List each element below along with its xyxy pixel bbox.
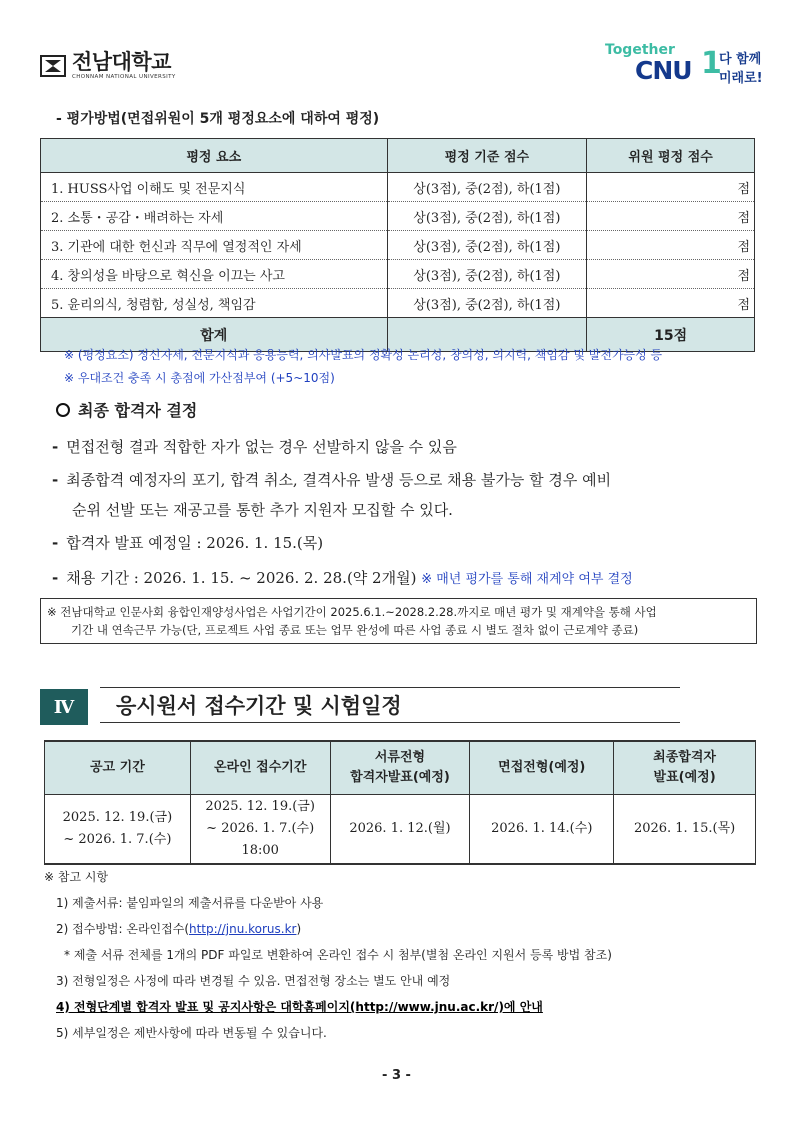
sched-header-text: 최종합격자 [653,750,716,765]
sched-header [190,741,330,795]
ref-item-5: 5) 세부일정은 제반사항에 따라 변동될 수 있습니다. [56,1026,327,1040]
sched-header [330,741,470,795]
section-title: 응시원서 접수기간 및 시험일정 [116,694,402,718]
schedule-table [44,740,756,865]
dash-bullet: - [52,569,59,587]
application-link[interactable]: http://jnu.korus.kr [189,922,297,936]
brand-cnu: CNU [635,56,692,85]
eval-item: 4. 창의성을 바탕으로 혁신을 이끄는 사고 [41,260,388,289]
sched-header [470,741,614,795]
table-row [41,260,755,289]
sched-header-text-2: 발표(예정) [653,770,716,785]
final-decision-heading [56,398,197,421]
sched-header-text: 면접전형(예정) [498,760,586,775]
eval-score: 점 [587,202,755,231]
eval-criteria: 상(3점), 중(2점), 하(1점) [387,289,587,318]
announcement-date: 합격자 발표 예정일 : 2026. 1. 15.(목) [66,534,324,552]
table-row [41,289,755,318]
ref-item-3: 3) 전형일정은 사정에 따라 변경될 수 있음. 면접전형 장소는 별도 안내 예정 [56,974,451,988]
eval-score: 점 [587,231,755,260]
col-header-score: 위원 평정 점수 [587,139,755,173]
reference-notes [44,864,612,1046]
sched-cell: 2026. 1. 14.(수) [470,795,614,865]
employment-period: 채용 기간 : 2026. 1. 15. ~ 2026. 2. 28.(약 2개월) [66,569,417,587]
eval-item: 1. HUSS사업 이해도 및 전문지식 [41,173,388,202]
sched-cell-text: 2025. 12. 19.(금) [62,810,173,825]
sched-header-text-2: 합격자발표(예정) [350,770,450,785]
university-logo [40,52,176,81]
box-note-line1: ※ 전남대학교 인문사회 융합인재양성사업은 사업기간이 2025.6.1.~2028.2.28.까지로 매년 평가 및 재계약을 통해 사업 [47,605,657,619]
evaluation-table [40,138,755,352]
col-header-criteria: 평정 기준 점수 [387,139,587,173]
ref-item-1: 1) 제출서류: 붙임파일의 제출서류를 다운받아 사용 [56,896,324,910]
section-number: Ⅳ [40,689,88,725]
final-paragraph-2 [52,465,762,525]
table-row [41,173,755,202]
sched-cell-text-2: ~ 2026. 1. 7.(수) [63,832,172,847]
ref-item-4 [44,994,612,1020]
table-row [41,202,755,231]
eval-score: 점 [587,260,755,289]
university-emblem-icon [40,53,66,79]
logo-name: 전남대학교 [72,50,171,74]
eval-criteria: 상(3점), 중(2점), 하(1점) [387,260,587,289]
eval-criteria: 상(3점), 중(2점), 하(1점) [387,202,587,231]
brand-together: Together [605,42,675,58]
sched-cell [45,795,191,865]
sched-header [614,741,756,795]
final-text-2a: 최종합격 예정자의 포기, 합격 취소, 결격사유 발생 등으로 채용 불가능 할 경우 예비 [66,471,612,489]
total-value: 15점 [587,318,755,352]
eval-item: 2. 소통・공감・배려하는 자세 [41,202,388,231]
final-paragraph-1 [52,432,457,462]
renewal-note: ※ 매년 평가를 통해 재계약 여부 결정 [421,572,633,587]
section-divider-bottom [100,722,680,723]
sched-header-text: 온라인 접수기간 [213,760,307,775]
evaluation-note-bonus: ※ 우대조건 충족 시 총점에 가산점부여 (+5~10점) [64,371,335,385]
ref-item-2-suffix: ) [296,922,302,936]
col-header-element: 평정 요소 [41,139,388,173]
section-divider-top [100,687,680,688]
evaluation-method-lead: - 평가방법(면접위원이 5개 평정요소에 대하여 평정) [56,111,380,127]
evaluation-note-elements: ※ (평정요소) 정신자세, 전문지식과 응용능력, 의사발표의 정확성 논리성, 창의성, 의지력, 책임감 및 발전가능성 등 [64,348,663,362]
schedule-row [45,795,756,865]
final-text-2b: 순위 선발 또는 재공고를 통한 추가 지원자 모집할 수 있다. [72,501,453,519]
final-text-1: 면접전형 결과 적합한 자가 없는 경우 선발하지 않을 수 있음 [66,438,457,456]
box-note-line2: 기간 내 연속근무 가능(단, 프로젝트 사업 종료 또는 업무 완성에 따른 사업 종료 시 별도 절차 없이 근로계약 종료) [71,623,639,637]
ref-item-2 [44,916,612,942]
total-label: 합계 [41,318,388,352]
refs-title: ※ 참고 시항 [44,870,109,884]
circle-bullet-icon [56,403,70,417]
ref-item-2-text: 2) 접수방법: 온라인접수( [56,922,189,936]
schedule-header-row [45,741,756,795]
eval-score: 점 [587,289,755,318]
ref-item-4-text: 4) 전형단계별 합격자 발표 및 공지사항은 대학홈페이지(http://www.jnu.ac.kr/)에 안내 [56,1000,543,1014]
table-row [41,231,755,260]
brand-slogan-line1: 다 함께 [719,52,762,67]
evaluation-header-row [41,139,755,173]
project-period-note-box [40,598,757,644]
dash-bullet: - [52,438,59,456]
final-paragraph-3 [52,528,323,558]
dash-bullet: - [52,534,59,552]
dash-bullet: - [52,471,59,489]
eval-item: 3. 기관에 대한 헌신과 직무에 열정적인 자세 [41,231,388,260]
final-paragraph-4 [52,563,633,595]
brand-one: 1 [701,46,722,81]
sched-header-text: 공고 기간 [90,760,145,775]
sched-cell-text: 2025. 12. 19.(금) [205,799,315,814]
logo-english-name: CHONNAM NATIONAL UNIVERSITY [72,74,176,80]
ref-item-2-sub: * 제출 서류 전체를 1개의 PDF 파일로 변환하여 온라인 접수 시 첨부(별첨 온라인 지원서 등록 방법 참조) [64,948,612,962]
eval-criteria: 상(3점), 중(2점), 하(1점) [387,173,587,202]
final-decision-title: 최종 합격자 결정 [78,401,198,420]
sched-cell: 2026. 1. 12.(월) [330,795,470,865]
eval-criteria: 상(3점), 중(2점), 하(1점) [387,231,587,260]
page-number: - 3 - [382,1068,411,1083]
sched-cell: 2026. 1. 15.(목) [614,795,756,865]
sched-header-text: 서류전형 [374,750,426,765]
eval-item: 5. 윤리의식, 청렴함, 성실성, 책임감 [41,289,388,318]
together-cnu-brand [605,42,763,88]
eval-score: 점 [587,173,755,202]
brand-slogan-line2: 미래로! [719,71,763,86]
sched-cell-text-2: ~ 2026. 1. 7.(수) 18:00 [206,821,315,858]
sched-cell [190,795,330,865]
sched-header [45,741,191,795]
